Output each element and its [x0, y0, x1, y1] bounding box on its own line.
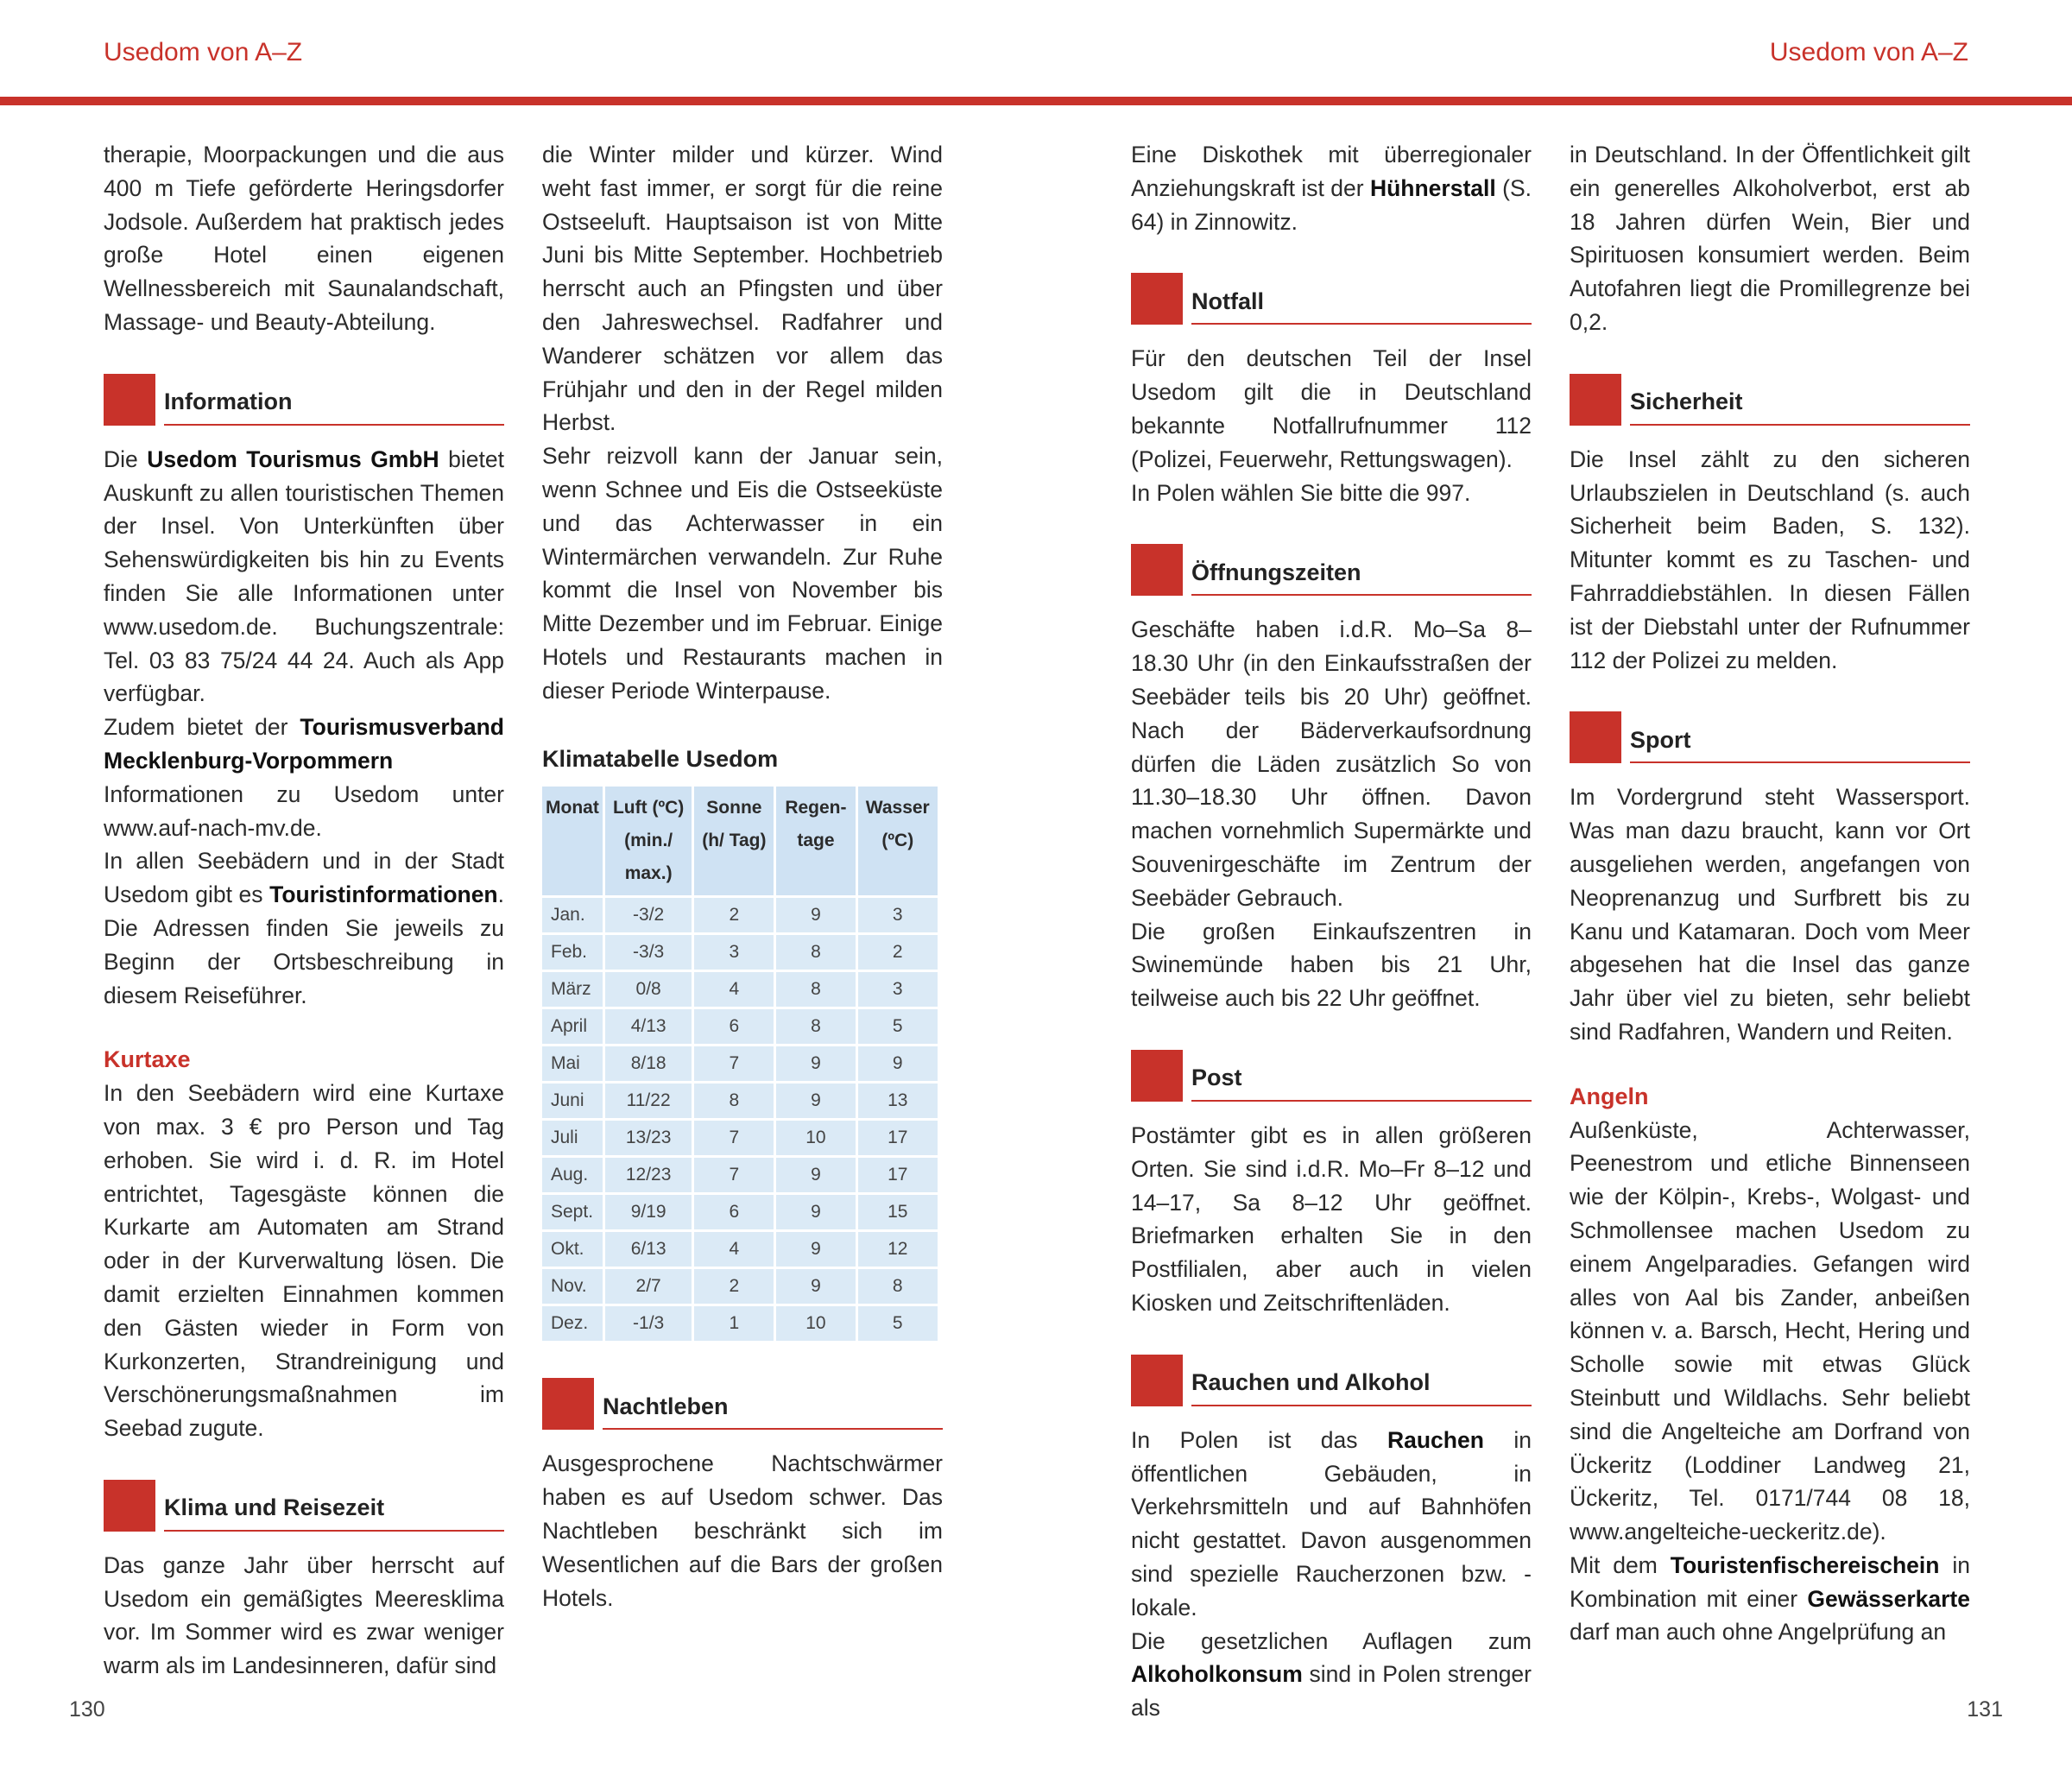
- table-cell: 8/18: [605, 1046, 692, 1081]
- column-3: [1131, 138, 1532, 1725]
- table-row: [542, 935, 938, 970]
- table-cell: Juni: [542, 1084, 603, 1118]
- section-title: Information: [164, 385, 504, 426]
- section-title: Rauchen und Alkohol: [1191, 1366, 1532, 1406]
- table-header-cell: Monat: [542, 787, 603, 895]
- page-number-left: 130: [69, 1697, 105, 1722]
- table-cell: 8: [858, 1269, 938, 1304]
- table-cell: 2: [858, 935, 938, 970]
- page-number-right: 131: [1967, 1697, 2003, 1722]
- table-cell: 9: [858, 1046, 938, 1081]
- section-title: Öffnungszeiten: [1191, 556, 1532, 597]
- table-row: [542, 1046, 938, 1081]
- table-cell: 2/7: [605, 1269, 692, 1304]
- table-cell: Mai: [542, 1046, 603, 1081]
- table-cell: 8: [776, 935, 855, 970]
- table-cell: 13/23: [605, 1121, 692, 1155]
- table-cell: 17: [858, 1158, 938, 1192]
- table-cell: 4/13: [605, 1009, 692, 1044]
- section-title: Sport: [1630, 723, 1970, 764]
- table-cell: -1/3: [605, 1306, 692, 1341]
- table-row: [542, 1195, 938, 1229]
- paragraph: Die Insel zählt zu den sicheren Urlaubszielen in Deutschland (s. auch Sicherheit beim Baden, S. 132). Mitunter kommt es zu Taschen- und Fahrraddiebstählen. In diesen Fällen ist der Diebstahl unter der Rufnummer 112 der Polizei zu melden.: [1570, 445, 1970, 673]
- table-cell: 5: [858, 1306, 938, 1341]
- paragraph: Das ganze Jahr über herrscht auf Usedom ein gemäßigtes Meeresklima vor. Im Sommer wird es zwar weniger warm als im Landesinneren, dafür sind: [104, 1551, 504, 1679]
- table-row: [542, 1084, 938, 1118]
- table-cell: 3: [694, 935, 774, 970]
- table-cell: 9: [776, 1269, 855, 1304]
- table-cell: 5: [858, 1009, 938, 1044]
- table-cell: 4: [694, 972, 774, 1007]
- running-head-left: Usedom von A–Z: [104, 38, 303, 66]
- paragraph: Die gesetzlichen Auflagen zum Alkoholkonsum sind in Polen strenger als: [1131, 1627, 1532, 1722]
- table-cell: 9: [776, 1195, 855, 1229]
- table-cell: 8: [694, 1084, 774, 1118]
- section-heading-nachtleben: [542, 1378, 943, 1430]
- section-marker: [1131, 1050, 1183, 1102]
- table-cell: 7: [694, 1121, 774, 1155]
- section-marker: [1570, 711, 1621, 763]
- section-heading-notfall: [1131, 273, 1532, 325]
- paragraph: Für den deutschen Teil der Insel Usedom gilt die in Deutschland bekannte Notfallrufnummer 112 (Polizei, Feuerwehr, Rettungswagen).: [1131, 345, 1532, 472]
- paragraph: Postämter gibt es in allen größeren Orten. Sie sind i.d.R. Mo–Fr 8–12 und 14–17, Sa 8–12 Uhr geöffnet. Briefmarken erhalten Sie in den Postfilialen, aber auch in vielen Kiosken und Zeitschriftenläden.: [1131, 1121, 1532, 1316]
- table-cell: 4: [694, 1232, 774, 1267]
- column-1: [104, 138, 504, 1683]
- table-cell: 6/13: [605, 1232, 692, 1267]
- table-header-cell: Regen- tage: [776, 787, 855, 895]
- section-marker: [1131, 273, 1183, 325]
- section-heading-sicherheit: [1570, 374, 1970, 426]
- table-cell: März: [542, 972, 603, 1007]
- paragraph: Die großen Einkaufszentren in Swinemünde haben bis 21 Uhr, teilweise auch bis 22 Uhr geöffnet.: [1131, 918, 1532, 1012]
- table-cell: 6: [694, 1009, 774, 1044]
- header-rule: [0, 97, 2072, 105]
- table-row: [542, 898, 938, 932]
- table-row: [542, 972, 938, 1007]
- table-cell: Jan.: [542, 898, 603, 932]
- table-cell: 15: [858, 1195, 938, 1229]
- table-cell: Feb.: [542, 935, 603, 970]
- section-heading-oeffnungszeiten: [1131, 544, 1532, 596]
- paragraph: Zudem bietet der Tourismusverband Mecklenburg-Vorpommern Informationen zu Usedom unter www.auf-nach-mv.de.: [104, 714, 504, 841]
- paragraph: Im Vordergrund steht Wassersport. Was man dazu braucht, kann vor Ort ausgeliehen werden, angefangen von Neoprenanzug und Surfbrett bis zu Kanu und Katamaran. Doch vom Meer abgesehen hat die Insel das ganze Jahr über viel zu bieten, sehr beliebt sind Radfahren, Wandern und Reiten.: [1570, 784, 1970, 1045]
- table-cell: Okt.: [542, 1232, 603, 1267]
- column-2: [542, 138, 943, 1614]
- table-cell: 7: [694, 1158, 774, 1192]
- section-title: Sicherheit: [1630, 385, 1970, 426]
- table-header-cell: Luft (ºC) (min./ max.): [605, 787, 692, 895]
- section-title: Klima und Reisezeit: [164, 1491, 504, 1532]
- table-cell: 9: [776, 1046, 855, 1081]
- table-cell: 11/22: [605, 1084, 692, 1118]
- table-cell: 9/19: [605, 1195, 692, 1229]
- subheading-angeln: Angeln: [1570, 1083, 1649, 1109]
- table-cell: 10: [776, 1121, 855, 1155]
- table-row: [542, 1158, 938, 1192]
- table-cell: 3: [858, 972, 938, 1007]
- table-cell: Juli: [542, 1121, 603, 1155]
- paragraph: Ausgesprochene Nachtschwärmer haben es auf Usedom schwer. Das Nachtleben beschränkt sich im Wesentlichen auf die Bars der großen Hotels.: [542, 1450, 943, 1611]
- paragraph: Sehr reizvoll kann der Januar sein, wenn Schnee und Eis die Ostseeküste und das Achterwasser in ein Wintermärchen verwandeln. Zur Ruhe kommt die Insel von November bis Mitte Dezember und im Februar. Einige Hotels und Restaurants machen in dieser Periode Winterpause.: [542, 443, 943, 704]
- table-cell: Nov.: [542, 1269, 603, 1304]
- table-cell: Aug.: [542, 1158, 603, 1192]
- table-cell: -3/2: [605, 898, 692, 932]
- subheading-kurtaxe: Kurtaxe: [104, 1046, 191, 1073]
- table-cell: 12: [858, 1232, 938, 1267]
- table-cell: 6: [694, 1195, 774, 1229]
- paragraph: die Winter milder und kürzer. Wind weht fast immer, er sorgt für die reine Ostseeluft. Hauptsaison ist von Mitte Juni bis Mitte September. Hochbetrieb herrscht auch an Pfingsten und über den Jahreswechsel. Radfahrer und Wanderer schätzen vor allem das Frühjahr und den in der Regel milden Herbst.: [542, 142, 943, 436]
- table-row: [542, 1009, 938, 1044]
- table-cell: 9: [776, 1084, 855, 1118]
- paragraph: in Deutschland. In der Öffentlichkeit gilt ein generelles Alkoholverbot, erst ab 18 Jahren dürfen Wein, Bier und Spirituosen konsumiert werden. Beim Autofahren liegt die Promillegrenze bei 0,2.: [1570, 142, 1970, 335]
- section-heading-sport: [1570, 711, 1970, 763]
- table-cell: 9: [776, 898, 855, 932]
- table-row: [542, 1269, 938, 1304]
- table-cell: 8: [776, 972, 855, 1007]
- paragraph: In Polen ist das Rauchen in öffentlichen Gebäuden, in Verkehrsmitteln und auf Bahnhöfen nicht gestattet. Davon ausgenommen sind spezielle Raucherzonen bzw. -lokale.: [1131, 1426, 1532, 1621]
- table-cell: 0/8: [605, 972, 692, 1007]
- section-title: Post: [1191, 1061, 1532, 1102]
- paragraph: In den Seebädern wird eine Kurtaxe von max. 3 € pro Person und Tag erhoben. Sie wird i. d. R. im Hotel entrichtet, Tagesgäste können die Kurkarte am Automaten am Strand oder in der Kurverwaltung lösen. Die damit erzielten Einnahmen kommen den Gästen wieder in Form von Kurkonzerten, Strandreinigung und Verschönerungsmaßnahmen im Seebad zugute.: [104, 1080, 504, 1442]
- section-marker: [542, 1378, 594, 1430]
- section-marker: [104, 1480, 155, 1532]
- section-marker: [104, 374, 155, 426]
- table-cell: Sept.: [542, 1195, 603, 1229]
- table-cell: 8: [776, 1009, 855, 1044]
- column-4: [1570, 138, 1970, 1649]
- table-cell: 9: [776, 1232, 855, 1267]
- paragraph: therapie, Moorpackungen und die aus 400 m Tiefe geförderte Heringsdorfer Jodsole. Außerdem hat praktisch jedes große Hotel einen eigenen Wellnessbereich mit Saunalandschaft, Massage- und Beauty-Abteilung.: [104, 142, 504, 335]
- table-cell: 3: [858, 898, 938, 932]
- paragraph: Außenküste, Achterwasser, Peenestrom und etliche Binnenseen wie der Kölpin-, Krebs-, Wolgast- und Schmollensee machen Usedom zu einem Angelparadies. Gefangen wird alles von Aal bis Zander, anbeißen können v. a. Barsch, Hecht, Hering und Scholle sowie mit etwas Glück Steinbutt und Wildlachs. Sehr beliebt sind die Angelteiche am Dorfrand von Ückeritz (Loddiner Landweg 21, Ückeritz, Tel. 0171/744 08 18, www.angelteiche-ueckeritz.de).: [1570, 1116, 1970, 1545]
- section-heading-post: [1131, 1050, 1532, 1102]
- table-cell: 2: [694, 898, 774, 932]
- table-cell: 1: [694, 1306, 774, 1341]
- running-head-right: Usedom von A–Z: [1769, 38, 1968, 66]
- table-cell: April: [542, 1009, 603, 1044]
- paragraph: Mit dem Touristenfischereischein in Kombination mit einer Gewässerkarte darf man auch ohne Angelprüfung an: [1570, 1551, 1970, 1646]
- paragraph: Die Usedom Tourismus GmbH bietet Auskunft zu allen touristischen Themen der Insel. Von Unterkünften über Sehenswürdigkeiten bis hin zu Events finden Sie alle Informationen unter www.usedom.de. Buchungszentrale: Tel. 03 83 75/24 44 24. Auch als App verfügbar.: [104, 445, 504, 707]
- section-heading-information: [104, 374, 504, 426]
- table-cell: 13: [858, 1084, 938, 1118]
- table-header-cell: Wasser (ºC): [858, 787, 938, 895]
- table-cell: 2: [694, 1269, 774, 1304]
- section-marker: [1131, 544, 1183, 596]
- table-row: [542, 1306, 938, 1341]
- table-cell: -3/3: [605, 935, 692, 970]
- table-cell: 7: [694, 1046, 774, 1081]
- table-header-cell: Sonne (h/ Tag): [694, 787, 774, 895]
- section-marker: [1570, 374, 1621, 426]
- table-cell: 17: [858, 1121, 938, 1155]
- table-cell: 9: [776, 1158, 855, 1192]
- section-heading-rauchen: [1131, 1355, 1532, 1406]
- table-header-row: [542, 787, 938, 895]
- table-title: Klimatabelle Usedom: [542, 745, 779, 772]
- section-title: Notfall: [1191, 285, 1532, 325]
- section-title: Nachtleben: [603, 1390, 943, 1431]
- paragraph: Eine Diskothek mit überregionaler Anziehungskraft ist der Hühnerstall (S. 64) in Zinnowitz.: [1131, 142, 1532, 235]
- paragraph: In Polen wählen Sie bitte die 997.: [1131, 479, 1471, 506]
- table-body: [542, 898, 938, 1341]
- table-cell: Dez.: [542, 1306, 603, 1341]
- paragraph: In allen Seebädern und in der Stadt Usedom gibt es Touristinformationen. Die Adressen finden Sie jeweils zu Beginn der Ortsbeschreibung in diesem Reiseführer.: [104, 848, 504, 1008]
- climate-table: [540, 784, 940, 1343]
- table-cell: 12/23: [605, 1158, 692, 1192]
- section-marker: [1131, 1355, 1183, 1406]
- table-cell: 10: [776, 1306, 855, 1341]
- table-row: [542, 1232, 938, 1267]
- table-row: [542, 1121, 938, 1155]
- section-heading-klima: [104, 1480, 504, 1532]
- paragraph: Geschäfte haben i.d.R. Mo–Sa 8–18.30 Uhr (in den Einkaufsstraßen der Seebäder teils bis 20 Uhr) geöffnet. Nach der Bäderverkaufsordnung dürfen die Läden zusätzlich So von 11.30–18.30 Uhr öffnen. Davon machen vornehmlich Supermärkte und Souvenirgeschäfte im Zentrum der Seebäder Gebrauch.: [1131, 616, 1532, 911]
